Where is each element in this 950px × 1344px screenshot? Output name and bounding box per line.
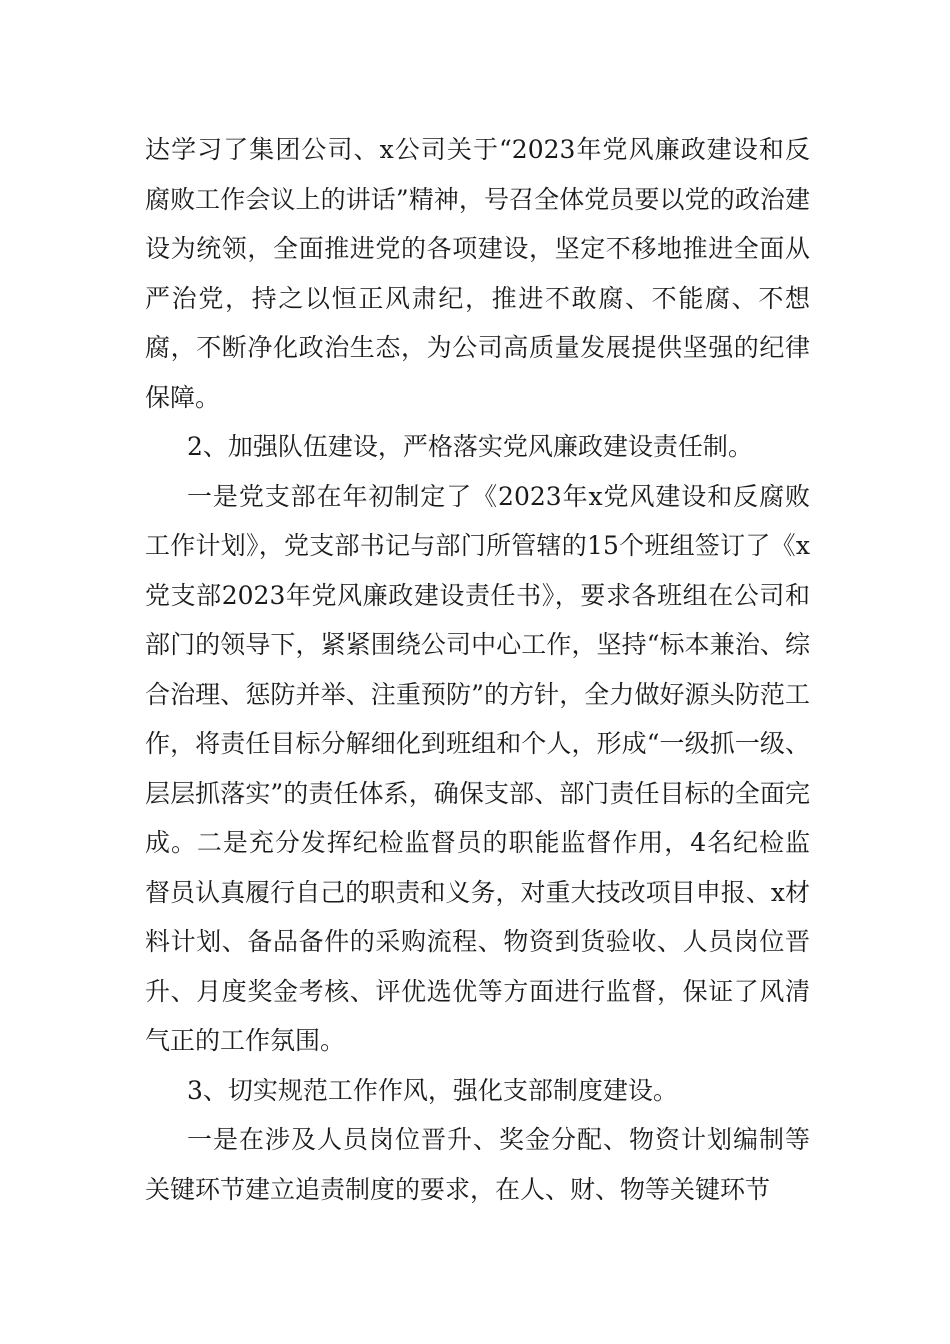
paragraph-party-study: 达学习了集团公司、x公司关于“2023年党风廉政建设和反腐败工作会议上的讲话”精神，号召全体党员要以党的政治建设为统领，全面推进党的各项建设，坚定不移地推进全面从严治党，持之以恒正风肃纪，推进不敢腐、不能腐、不想腐，不断净化政治生态，为公司高质量发展提供坚强的纪律保障。: [145, 135, 810, 412]
section-heading-work-style: 3、切实规范工作作风，强化支部制度建设。: [187, 1075, 678, 1105]
paragraph-accountability: 一是在涉及人员岗位晋升、奖金分配、物资计划编制等关键环节建立追责制度的要求，在人、财、物等关键环节: [145, 1125, 810, 1204]
section-heading-team-building: 2、加强队伍建设，严格落实党风廉政建设责任制。: [187, 432, 753, 461]
document-body: [145, 125, 810, 1214]
paragraph-responsibility-system: 一是党支部在年初制定了《2023年x党风建设和反腐败工作计划》，党支部书记与部门所管辖的15个班组签订了《x党支部2023年党风廉政建设责任书》，要求各班组在公司和部门的领导下，紧紧围绕公司中心工作，坚持“标本兼治、综合治理、惩防并举、注重预防”的方针，全力做好源头防范工作，将责任目标分解细化到班组和个人，形成“一级抓一级、层层抓落实”的责任体系，确保支部、部门责任目标的全面完成。二是充分发挥纪检监督员的职能监督作用，4名纪检监督员认真履行自己的职责和义务，对重大技改项目申报、x材料计划、备品备件的采购流程、物资到货验收、人员岗位晋升、月度奖金考核、评优选优等方面进行监督，保证了风清气正的工作氛围。: [145, 481, 810, 1055]
